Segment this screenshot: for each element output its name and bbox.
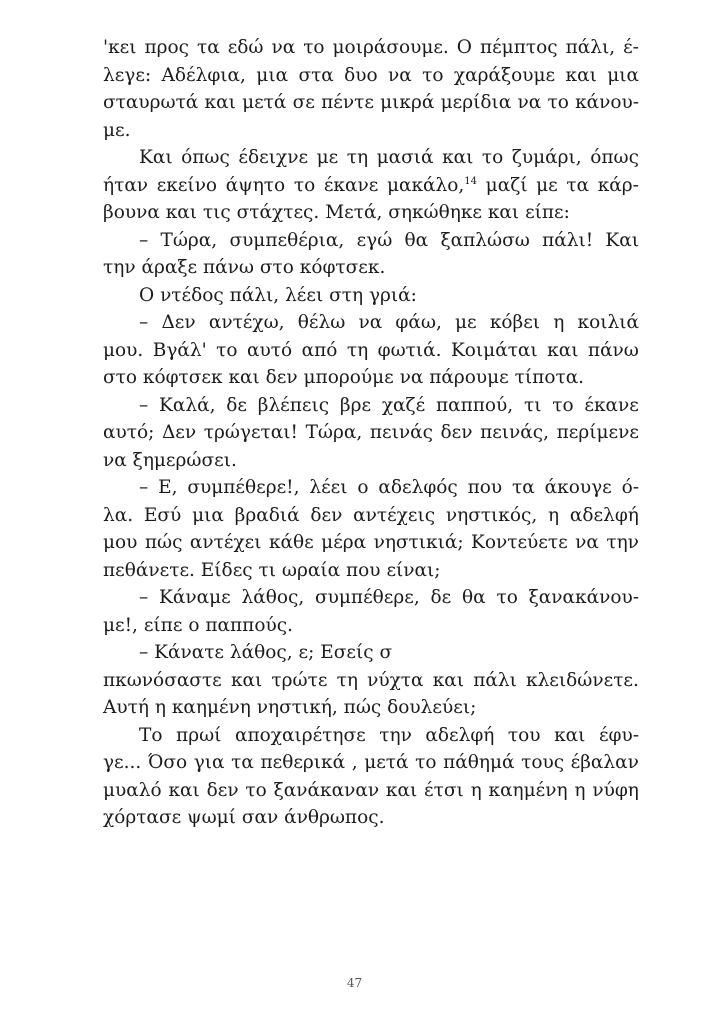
word: πέμπτος [479, 37, 558, 58]
word: αδελφή [425, 724, 495, 746]
word: θέλω [297, 312, 346, 333]
word: το [547, 92, 569, 113]
word-with-footnote [387, 172, 477, 200]
word: με [316, 147, 339, 168]
paragraph-first-line [103, 309, 639, 337]
word: ντέδος [160, 284, 224, 306]
word: Και [139, 147, 173, 168]
word: Τώρα, [305, 422, 363, 443]
word: και [204, 92, 236, 113]
word: 'κει [103, 37, 137, 58]
word: εγώ [356, 229, 393, 251]
text-line [103, 254, 639, 282]
word: αποχαιρέτησε [234, 724, 366, 746]
text-line [103, 529, 639, 557]
word: τη [346, 147, 369, 168]
word: και [487, 202, 520, 223]
text-line [103, 117, 639, 145]
word: και [385, 779, 418, 801]
text-line [103, 89, 639, 117]
word: παππού, [435, 394, 514, 416]
word: πώς [144, 532, 183, 553]
word: καημένη [171, 697, 251, 718]
text-line [103, 612, 639, 640]
word: άκουγε [544, 477, 612, 498]
word: αδελφή [569, 504, 639, 526]
word: χαζέ [381, 394, 426, 416]
word: τη [336, 669, 358, 691]
word: Κάνατε [154, 642, 225, 663]
word: την [606, 532, 639, 553]
word: μερίδια [440, 92, 512, 113]
word: αντέχω, [208, 312, 285, 333]
word: φάω, [395, 312, 442, 333]
word: νηστική, [256, 697, 338, 718]
word: ζυμάρι, [511, 147, 582, 168]
word: κόφτσεκ [142, 367, 223, 388]
dash: – [139, 394, 149, 416]
word: μετά [242, 92, 287, 113]
word: σηκώθηκε [388, 202, 482, 223]
paragraph-first-line [103, 227, 639, 255]
word: που [346, 559, 381, 581]
word: σταυρωτά [103, 92, 199, 113]
word: κάθε [268, 532, 314, 553]
word: Βγάλ' [152, 339, 207, 361]
word: τα [566, 174, 590, 196]
word: να [399, 367, 424, 388]
word: από [301, 339, 338, 361]
word: η [553, 312, 565, 333]
word: δεν [206, 779, 239, 801]
word: δε [226, 394, 247, 416]
word: μυαλό [103, 779, 162, 801]
word: μου [103, 532, 138, 553]
word: να [517, 92, 542, 113]
word: νύφη [592, 779, 639, 801]
text-line [103, 62, 639, 90]
word: το [415, 752, 437, 773]
paragraph-first-line [103, 282, 639, 310]
word: κλειδώνετε. [526, 669, 639, 691]
word: όπως [181, 147, 230, 168]
text-line [103, 749, 639, 777]
word: αδελφός [378, 477, 458, 498]
word: φωτιά. [377, 339, 442, 361]
word: Το [139, 724, 163, 746]
word: λέει [285, 284, 324, 306]
word: ωραία [281, 559, 341, 581]
word: την [103, 257, 136, 278]
word: πάλι! [542, 229, 594, 251]
word: το [245, 779, 267, 801]
word: λέει [309, 477, 348, 498]
word: έφυ- [598, 724, 639, 746]
footnote-marker: 14 [464, 175, 478, 187]
word: η [548, 504, 560, 526]
word: πάνω [587, 339, 639, 361]
word: δε [430, 587, 452, 608]
word: Μετά, [325, 202, 383, 223]
word: μια [607, 64, 639, 86]
word: και [228, 367, 260, 388]
word: η [154, 697, 166, 718]
word: πέντε [321, 92, 374, 113]
word: νηστικός, [445, 504, 538, 526]
word: που [467, 477, 503, 498]
word: σε [292, 92, 315, 113]
word: ο [188, 614, 200, 636]
body-text [103, 34, 639, 832]
word: βλέπεις [257, 394, 330, 416]
word: , [351, 752, 358, 773]
word: πεθάνετε. [103, 559, 195, 581]
word: και [230, 669, 263, 691]
word: και [554, 724, 586, 746]
word: θα [404, 229, 429, 251]
word: παππούς. [205, 614, 293, 636]
word: όπως [590, 147, 639, 168]
word: κάρ- [597, 174, 639, 196]
word: Δεν [161, 422, 197, 443]
word: λεγε: [103, 64, 152, 86]
word: Εσύ [143, 504, 182, 526]
word: σαν [241, 807, 279, 828]
word: και [168, 779, 200, 801]
word: ψωμί [187, 807, 236, 828]
word: τίποτα. [514, 367, 585, 388]
word: εκείνο [156, 174, 218, 196]
paragraph-first-line [103, 722, 639, 750]
word: Τώρα, [160, 229, 218, 251]
word: και [442, 147, 474, 168]
word: να [388, 64, 412, 86]
word: πάλι, [229, 284, 280, 306]
word: Εσείς [320, 642, 374, 663]
word: κόβει [489, 312, 541, 333]
word: ε; [298, 642, 315, 663]
word: το [496, 587, 518, 608]
word: χόρτασε [103, 807, 182, 828]
text-line [103, 34, 639, 62]
word: άψητο [225, 174, 286, 196]
word: να [575, 532, 599, 553]
text-line [103, 804, 639, 832]
word: αυτό; [103, 422, 155, 443]
word: και [165, 202, 198, 223]
word: πάλι [473, 669, 517, 691]
word: με. [103, 119, 131, 141]
word: ξανάκαναν [273, 779, 380, 801]
word: στη [329, 284, 364, 306]
word: το [216, 339, 238, 361]
word: θα [462, 587, 486, 608]
text-line [103, 199, 639, 227]
word: Κοντεύετε [471, 532, 568, 553]
word: πάνω [203, 257, 254, 278]
word: τι [258, 559, 277, 581]
word: τη [346, 339, 369, 361]
text-line [103, 447, 639, 475]
text-line [103, 172, 639, 200]
word: βουνα [103, 202, 160, 223]
word: πρωί [176, 724, 222, 746]
word: τους [521, 752, 565, 773]
word: άνθρωπος. [284, 807, 385, 828]
word: με!, [103, 614, 138, 636]
word: με [455, 312, 477, 333]
word: αυτό [247, 339, 293, 361]
paragraph-first-line [103, 584, 639, 612]
word: Αυτή [103, 697, 149, 718]
word: να [271, 37, 296, 58]
word: ξαπλώσω [440, 229, 530, 251]
word: δουλεύει; [387, 697, 477, 718]
word: τις [202, 202, 231, 223]
word: έδειχνε [238, 147, 309, 168]
word: Ο [139, 284, 155, 306]
word: τα [196, 37, 220, 58]
word: και [565, 64, 597, 86]
paragraph-first-line [103, 144, 639, 172]
word: ο [357, 477, 369, 498]
word: μακάλο, [386, 174, 465, 196]
word: στα [298, 64, 334, 86]
word: εδώ [227, 37, 264, 58]
word: μοιράσουμε. [332, 37, 449, 58]
word: ξημερώσει. [132, 449, 237, 471]
word: και [432, 669, 465, 691]
text-line [103, 364, 639, 392]
word: νύχτα [367, 669, 424, 691]
text-line [103, 667, 639, 695]
word: στο [259, 257, 294, 278]
word: πεινάς, [480, 422, 550, 443]
word: Όσο [147, 752, 188, 773]
dash: – [139, 229, 149, 251]
word: γριά: [368, 284, 417, 306]
word: γε... [103, 752, 142, 773]
word: το [293, 174, 316, 196]
text-line [103, 419, 639, 447]
dash: – [139, 477, 149, 498]
word: περίμενε [556, 422, 639, 443]
word: το [303, 37, 325, 58]
word: και [547, 339, 579, 361]
word: ό- [621, 477, 639, 498]
word: στάχτες. [236, 202, 320, 223]
text-line [103, 777, 639, 805]
word: έβαλαν [570, 752, 639, 773]
word: λα. [103, 504, 134, 526]
word: πεινάς [369, 422, 433, 443]
word: πεθερικά [260, 752, 346, 773]
word: το [481, 147, 504, 168]
word: ξανακάνου- [528, 587, 639, 608]
word: Και [605, 229, 639, 251]
paragraph-first-line [103, 392, 639, 420]
word: Ε, [158, 477, 178, 498]
dash: – [139, 642, 149, 663]
word: μέρα [321, 532, 367, 553]
word: έκανε [584, 394, 639, 416]
word: πάθημά [443, 752, 515, 773]
word: Είδες [200, 559, 253, 581]
word: η [470, 779, 482, 801]
page-number: 47 [346, 976, 363, 990]
word: δεν [265, 367, 298, 388]
word: καημένη [488, 779, 568, 801]
text-line [103, 694, 639, 722]
word: συμπέθερε!, [187, 477, 300, 498]
word: Δεν [161, 312, 196, 333]
word: βραδιά [234, 504, 300, 526]
word: μια [256, 64, 289, 86]
word: συμπέθερε, [315, 587, 420, 608]
word: πάρουμε [429, 367, 509, 388]
word: αντέχεις [353, 504, 436, 526]
word: δεν [440, 422, 473, 443]
text-line [103, 337, 639, 365]
paragraph-first-line [103, 474, 639, 502]
word: κοιλιά [577, 312, 639, 333]
word: λάθος, [229, 642, 293, 663]
word: είπε [143, 614, 183, 636]
dash: – [139, 312, 149, 333]
word: τα [231, 752, 254, 773]
word: έκανε [323, 174, 379, 196]
word: η [574, 779, 586, 801]
word: μαζί [485, 174, 528, 196]
word: μασιά [376, 147, 434, 168]
word: τι [523, 394, 542, 416]
word: την [379, 724, 412, 746]
word: έτσι [424, 779, 464, 801]
word: προς [144, 37, 190, 58]
word: είπε: [525, 202, 570, 223]
word: σ [379, 642, 393, 663]
word: δεν [310, 504, 343, 526]
word: χαράξουμε [453, 64, 556, 86]
word: τρώτε [271, 669, 328, 691]
word: πώς [343, 697, 382, 718]
word: μπορούμε [303, 367, 394, 388]
word: έ- [623, 37, 639, 58]
dash: – [139, 587, 149, 608]
word: Κάναμε [159, 587, 231, 608]
word: Κοιμάται [450, 339, 538, 361]
text-line [103, 502, 639, 530]
word: είναι; [386, 559, 441, 581]
word: τα [512, 477, 535, 498]
word: Καλά, [159, 394, 216, 416]
word: Αδέλφια, [161, 64, 246, 86]
word: να [358, 312, 383, 333]
word: λάθος, [241, 587, 305, 608]
word: κάνου- [575, 92, 639, 113]
word: το [422, 64, 444, 86]
word: άραξε [141, 257, 198, 278]
word: πκωνόσαστε [103, 669, 222, 691]
word: στο [103, 367, 138, 388]
word: ήταν [103, 174, 149, 196]
word: τρώγεται! [203, 422, 298, 443]
word: μετά [364, 752, 409, 773]
word: νηστικιά; [373, 532, 464, 553]
word: συμπεθέρια, [229, 229, 345, 251]
paragraph-first-line [103, 639, 639, 667]
word: μου. [103, 339, 144, 361]
word: κόφτσεκ. [299, 257, 386, 278]
text-line [103, 557, 639, 585]
word: μια [192, 504, 224, 526]
word: αντέχει [189, 532, 262, 553]
word: πάλι, [565, 37, 616, 58]
word: βρε [339, 394, 372, 416]
word: του [507, 724, 541, 746]
word: να [103, 449, 127, 471]
word: Ο [456, 37, 472, 58]
word: για [193, 752, 225, 773]
word: δυο [344, 64, 378, 86]
word: μικρά [380, 92, 435, 113]
word: το [552, 394, 574, 416]
word: με [536, 174, 558, 196]
